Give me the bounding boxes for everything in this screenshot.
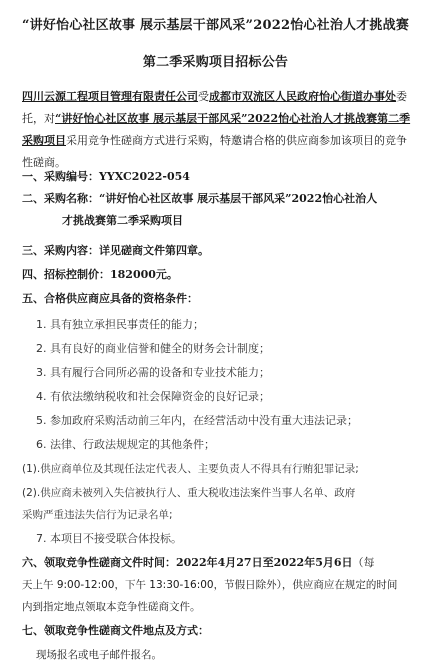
condition-item: 2. 具有良好的商业信誉和健全的财务会计制度； xyxy=(36,342,270,355)
section-6-tail: （每 xyxy=(352,556,375,569)
section-7 xyxy=(22,620,209,642)
section-6 xyxy=(22,552,375,574)
page-subtitle: 第二季采购项目招标公告 xyxy=(142,55,289,70)
condition-item: 6. 法律、行政法规规定的其他条件； xyxy=(36,438,215,451)
client-name: 成都市双流区人民政府怡心街道办事处 xyxy=(209,90,396,103)
intro-text-1: 受 xyxy=(198,90,209,103)
intro-text-2: 委托，对 xyxy=(22,90,407,125)
sub-condition-1: (1).供应商单位及其现任法定代表人、主要负责人不得具有行贿犯罪记录; xyxy=(22,463,359,475)
section-6-value: 2022年4月27日至2022年5月6日 xyxy=(176,556,353,569)
section-3-value: 详见磋商文件第四章。 xyxy=(99,244,209,257)
section-5 xyxy=(22,288,198,310)
section-1 xyxy=(22,166,190,188)
intro-paragraph xyxy=(22,86,414,174)
section-3 xyxy=(22,240,209,262)
section-4 xyxy=(22,264,178,286)
intro-text-3: 采用竞争性磋商方式进行采购，特邀请合格的供应商参加该项目的竞争性磋商。 xyxy=(22,134,407,169)
section-1-value: YYXC2022-054 xyxy=(99,170,190,183)
section-2 xyxy=(22,188,377,210)
section-6-line3: 内到指定地点领取本竞争性磋商文件。 xyxy=(22,601,201,613)
condition-item-7: 7. 本项目不接受联合体投标。 xyxy=(36,532,182,545)
project-name: “讲好怡心社区故事 展示基层干部风采”2022怡心社治人才挑战赛第二季采购项目 xyxy=(22,112,411,147)
section-5-label: 五、合格供应商应具备的资格条件： xyxy=(22,292,198,305)
section-2-label: 二、采购名称： xyxy=(22,192,99,205)
condition-item: 5. 参加政府采购活动前三年内，在经营活动中没有重大违法记录； xyxy=(36,414,358,427)
section-2-value-cont: 才挑战赛第二季采购项目 xyxy=(62,214,183,227)
sub-condition-2: (2).供应商未被列入失信被执行人、重大税收违法案件当事人名单、政府 xyxy=(22,487,356,499)
condition-item: 1. 具有独立承担民事责任的能力； xyxy=(36,318,204,331)
sub-condition-2-cont: 采购严重违法失信行为记录名单; xyxy=(22,509,173,521)
section-7-line1: 现场报名或电子邮件报名。 xyxy=(36,649,162,661)
section-6-line2: 天上午 9:00-12:00，下午 13:30-16:00，节假日除外），供应商应在规定的时间 xyxy=(22,579,398,591)
section-1-label: 一、采购编号： xyxy=(22,170,99,183)
section-6-label: 六、领取竞争性磋商文件时间： xyxy=(22,556,176,569)
purchaser-name: 四川云源工程项目管理有限责任公司 xyxy=(22,90,198,103)
section-4-label: 四、招标控制价： xyxy=(22,268,110,281)
section-2-cont xyxy=(62,210,183,232)
page-title: “讲好怡心社区故事 展示基层干部风采”2022怡心社治人才挑战赛 xyxy=(21,18,410,33)
condition-item: 3. 具有履行合同所必需的设备和专业技术能力； xyxy=(36,366,270,379)
section-2-value: “讲好怡心社区故事 展示基层干部风采”2022怡心社治人 xyxy=(99,192,378,205)
section-3-label: 三、采购内容： xyxy=(22,244,99,257)
section-7-label: 七、领取竞争性磋商文件地点及方式： xyxy=(22,624,209,637)
section-4-value: 182000元。 xyxy=(110,268,178,281)
condition-item: 4. 有依法缴纳税收和社会保障资金的良好记录； xyxy=(36,390,270,403)
